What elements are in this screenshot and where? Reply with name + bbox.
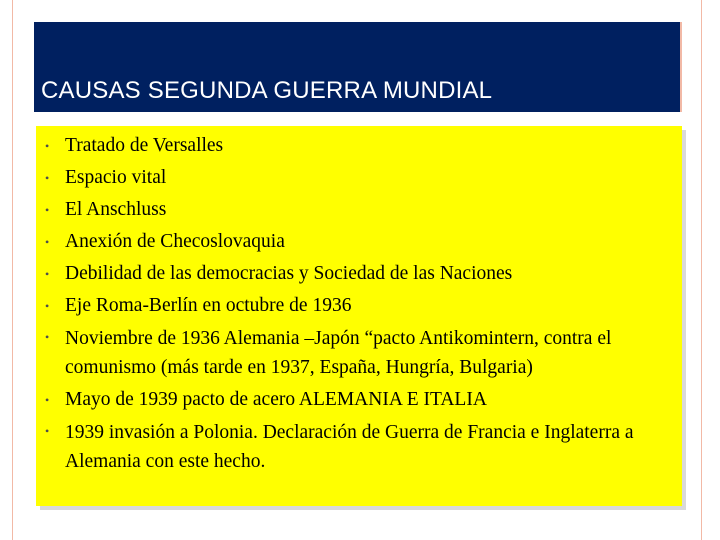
slide-frame-right-line — [701, 0, 702, 540]
list-item — [45, 226, 675, 258]
bullet-icon: • — [45, 235, 50, 249]
list-item-text: Eje Roma-Berlín en octubre de 1936 — [65, 295, 352, 316]
bullet-icon: • — [45, 139, 50, 153]
list-item — [45, 290, 675, 322]
bullet-icon: • — [45, 267, 50, 281]
list-item-text: 1939 invasión a Polonia. Declaración de Guerra de Francia e Inglaterra a Alemania con este hecho. — [65, 422, 634, 472]
list-item — [45, 194, 675, 226]
list-item-text: El Anschluss — [65, 199, 167, 220]
bullet-icon: • — [45, 424, 50, 438]
bullet-icon: • — [45, 203, 50, 217]
bullet-icon: • — [45, 299, 50, 313]
slide-frame-left-line — [12, 0, 13, 540]
list-item-text: Debilidad de las democracias y Sociedad de las Naciones — [65, 263, 513, 284]
list-item-text: Noviembre de 1936 Alemania –Japón “pacto Antikomintern, contra el comunismo (más tarde en 1937, España, Hungría, Bulgaria) — [65, 328, 612, 378]
list-item — [45, 384, 675, 416]
bullet-list — [45, 130, 675, 478]
bullet-icon: • — [45, 330, 50, 344]
bullet-icon: • — [45, 171, 50, 185]
list-item — [45, 130, 675, 162]
slide-title: CAUSAS SEGUNDA GUERRA MUNDIAL — [41, 77, 493, 104]
bullet-icon: • — [45, 393, 50, 407]
title-bar-edge — [680, 22, 682, 112]
list-item-text: Espacio vital — [65, 167, 167, 188]
list-item-text: Tratado de Versalles — [65, 135, 224, 156]
list-item-text: Mayo de 1939 pacto de acero ALEMANIA E ITALIA — [65, 389, 487, 410]
list-item — [45, 162, 675, 194]
list-item — [45, 322, 675, 384]
list-item-text: Anexión de Checoslovaquia — [65, 231, 285, 252]
list-item — [45, 416, 675, 478]
list-item — [45, 258, 675, 290]
